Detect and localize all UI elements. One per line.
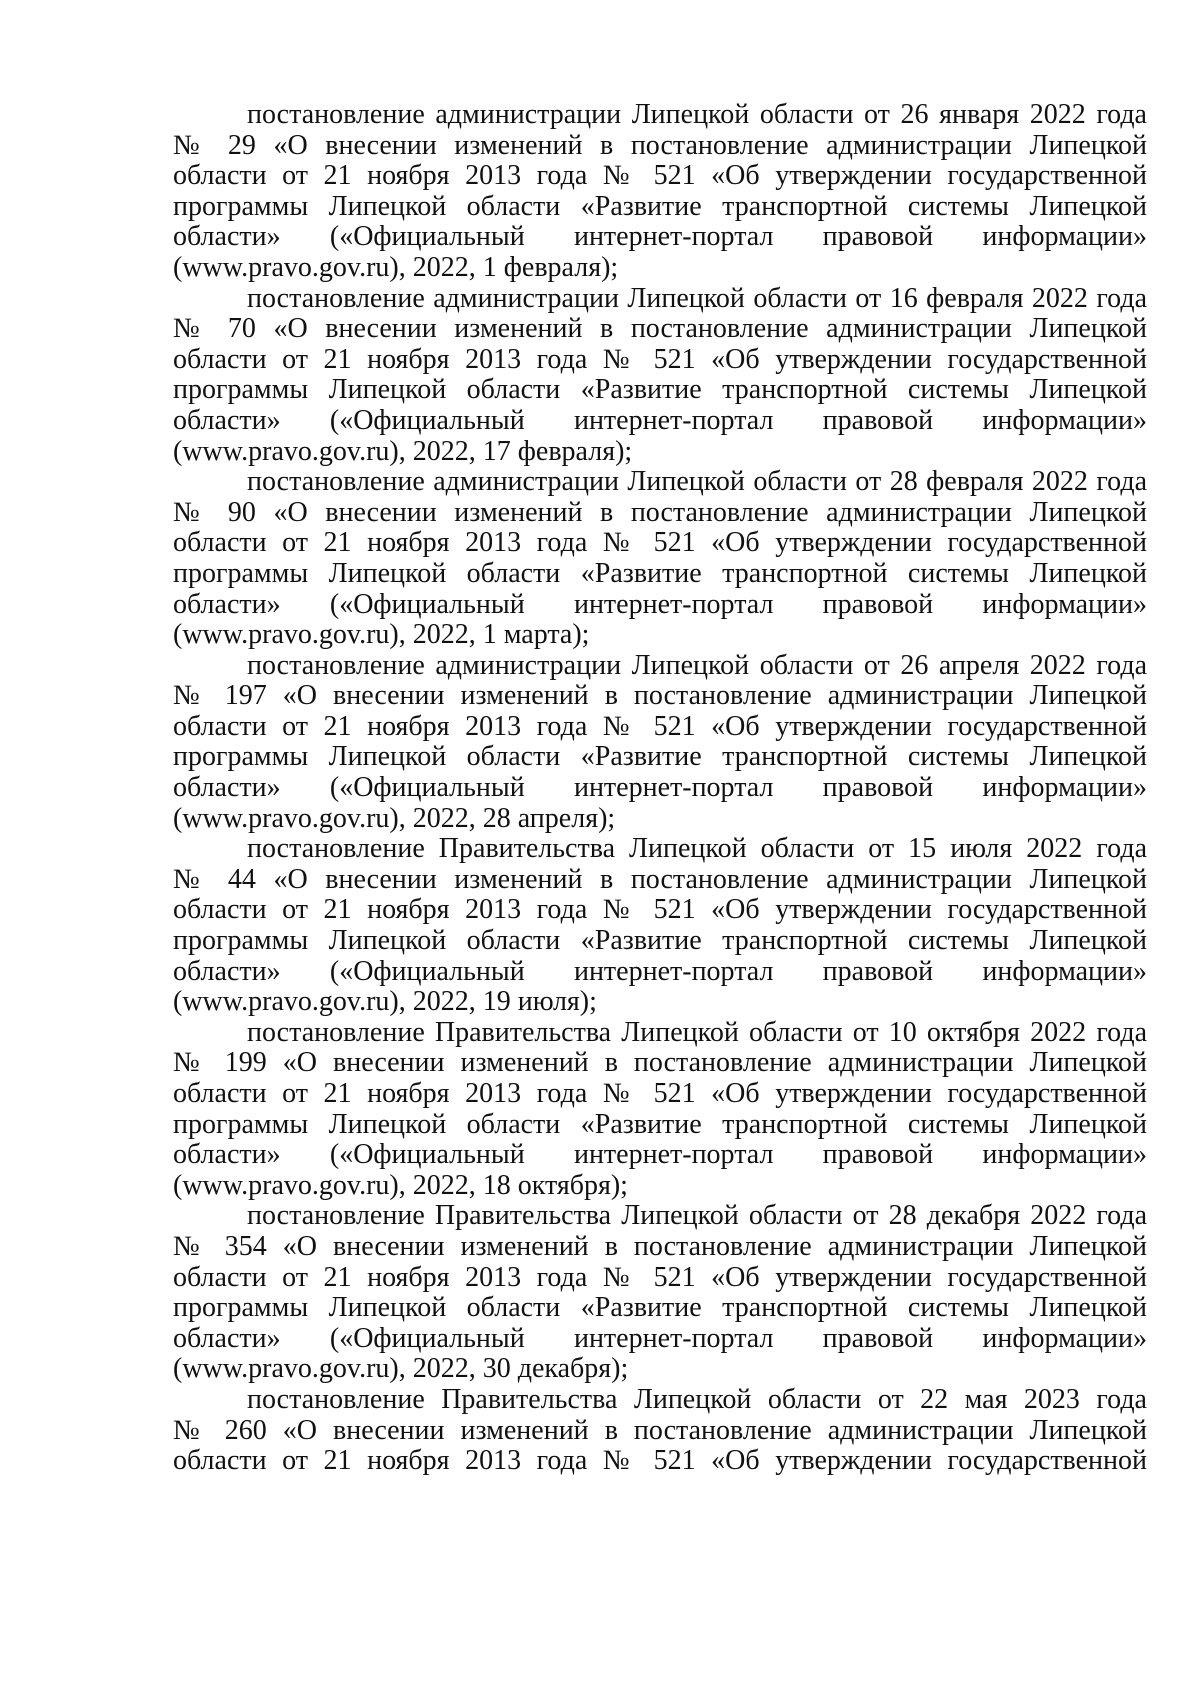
paragraph-line: программы Липецкой области «Развитие транспортной системы Липецкой [173,925,1147,957]
paragraph-line: области» («Официальный интернет-портал правовой информации» [173,1139,1147,1171]
paragraph-line: постановление администрации Липецкой области от 26 января 2022 года [247,99,1147,130]
paragraph-line: области от 21 ноября 2013 года № 521 «Об утверждении государственной [173,343,1147,375]
paragraph-line: (www.pravo.gov.ru), 2022, 18 октября); [173,1169,628,1201]
paragraph-line: программы Липецкой области «Развитие транспортной системы Липецкой [173,374,1147,406]
paragraph-line: постановление Правительства Липецкой области от 28 декабря 2022 года [247,1200,1147,1232]
paragraph-4 [173,651,1147,835]
paragraph-line: постановление Правительства Липецкой области от 22 мая 2023 года [247,1383,1147,1415]
paragraph-line: постановление администрации Липецкой области от 16 февраля 2022 года [247,282,1147,314]
paragraph-line: области» («Официальный интернет-портал правовой информации» [173,772,1147,804]
paragraph-line: области» («Официальный интернет-портал правовой информации» [173,588,1147,620]
paragraph-line: (www.pravo.gov.ru), 2022, 17 февраля); [173,435,633,467]
paragraph-line: области» («Официальный интернет-портал правовой информации» [173,1322,1147,1354]
paragraph-line: области от 21 ноября 2013 года № 521 «Об утверждении государственной [173,710,1147,742]
paragraph-line: постановление администрации Липецкой области от 26 апреля 2022 года [247,649,1147,681]
paragraph-line: (www.pravo.gov.ru), 2022, 1 марта); [173,619,590,651]
paragraph-line: постановление Правительства Липецкой области от 15 июля 2022 года [247,833,1147,865]
paragraph-6 [173,1018,1147,1202]
paragraph-line: области от 21 ноября 2013 года № 521 «Об утверждении государственной [173,1261,1147,1293]
paragraph-line: области от 21 ноября 2013 года № 521 «Об утверждении государственной [173,527,1147,559]
paragraph-line: постановление администрации Липецкой области от 28 февраля 2022 года [247,466,1147,498]
paragraph-7 [173,1201,1147,1385]
paragraph-line: области» («Официальный интернет-портал правовой информации» [173,404,1147,436]
document-page [173,100,1147,1477]
paragraph-line: (www.pravo.gov.ru), 2022, 28 апреля); [173,802,616,834]
paragraph-line: (www.pravo.gov.ru), 2022, 30 декабря); [173,1353,629,1385]
paragraph-line: программы Липецкой области «Развитие транспортной системы Липецкой [173,741,1147,773]
paragraph-line: № 70 «О внесении изменений в постановление администрации Липецкой [173,313,1147,345]
paragraph-line: области» («Официальный интернет-портал правовой информации» [173,221,1147,253]
paragraph-line: № 90 «О внесении изменений в постановление администрации Липецкой [173,496,1147,528]
paragraph-8 [173,1385,1147,1477]
paragraph-line: постановление Правительства Липецкой области от 10 октября 2022 года [247,1016,1147,1048]
paragraph-line: области» («Официальный интернет-портал правовой информации» [173,955,1147,987]
paragraph-line: (www.pravo.gov.ru), 2022, 19 июля); [173,986,597,1018]
paragraph-line: № 197 «О внесении изменений в постановление администрации Липецкой [173,680,1147,712]
paragraph-line: области от 21 ноября 2013 года № 521 «Об утверждении государственной [173,160,1147,192]
paragraph-line: № 260 «О внесении изменений в постановление администрации Липецкой [173,1414,1147,1446]
paragraph-line: программы Липецкой области «Развитие транспортной системы Липецкой [173,190,1147,222]
paragraph-line: программы Липецкой области «Развитие транспортной системы Липецкой [173,1292,1147,1324]
paragraph-line: программы Липецкой области «Развитие транспортной системы Липецкой [173,557,1147,589]
paragraph-line: № 354 «О внесении изменений в постановление администрации Липецкой [173,1230,1147,1262]
paragraph-line: программы Липецкой области «Развитие транспортной системы Липецкой [173,1108,1147,1140]
paragraph-line: области от 21 ноября 2013 года № 521 «Об утверждении государственной [173,1078,1147,1109]
paragraph-1 [173,100,1147,284]
paragraph-3 [173,467,1147,651]
paragraph-line: № 44 «О внесении изменений в постановление администрации Липецкой [173,863,1147,895]
paragraph-2 [173,284,1147,468]
paragraph-line: № 199 «О внесении изменений в постановление администрации Липецкой [173,1047,1147,1079]
paragraph-5 [173,834,1147,1018]
paragraph-line: № 29 «О внесении изменений в постановление администрации Липецкой [173,129,1147,161]
paragraph-line: области от 21 ноября 2013 года № 521 «Об утверждении государственной [173,1445,1147,1477]
paragraph-line: (www.pravo.gov.ru), 2022, 1 февраля); [173,251,619,283]
paragraph-line: области от 21 ноября 2013 года № 521 «Об утверждении государственной [173,894,1147,926]
